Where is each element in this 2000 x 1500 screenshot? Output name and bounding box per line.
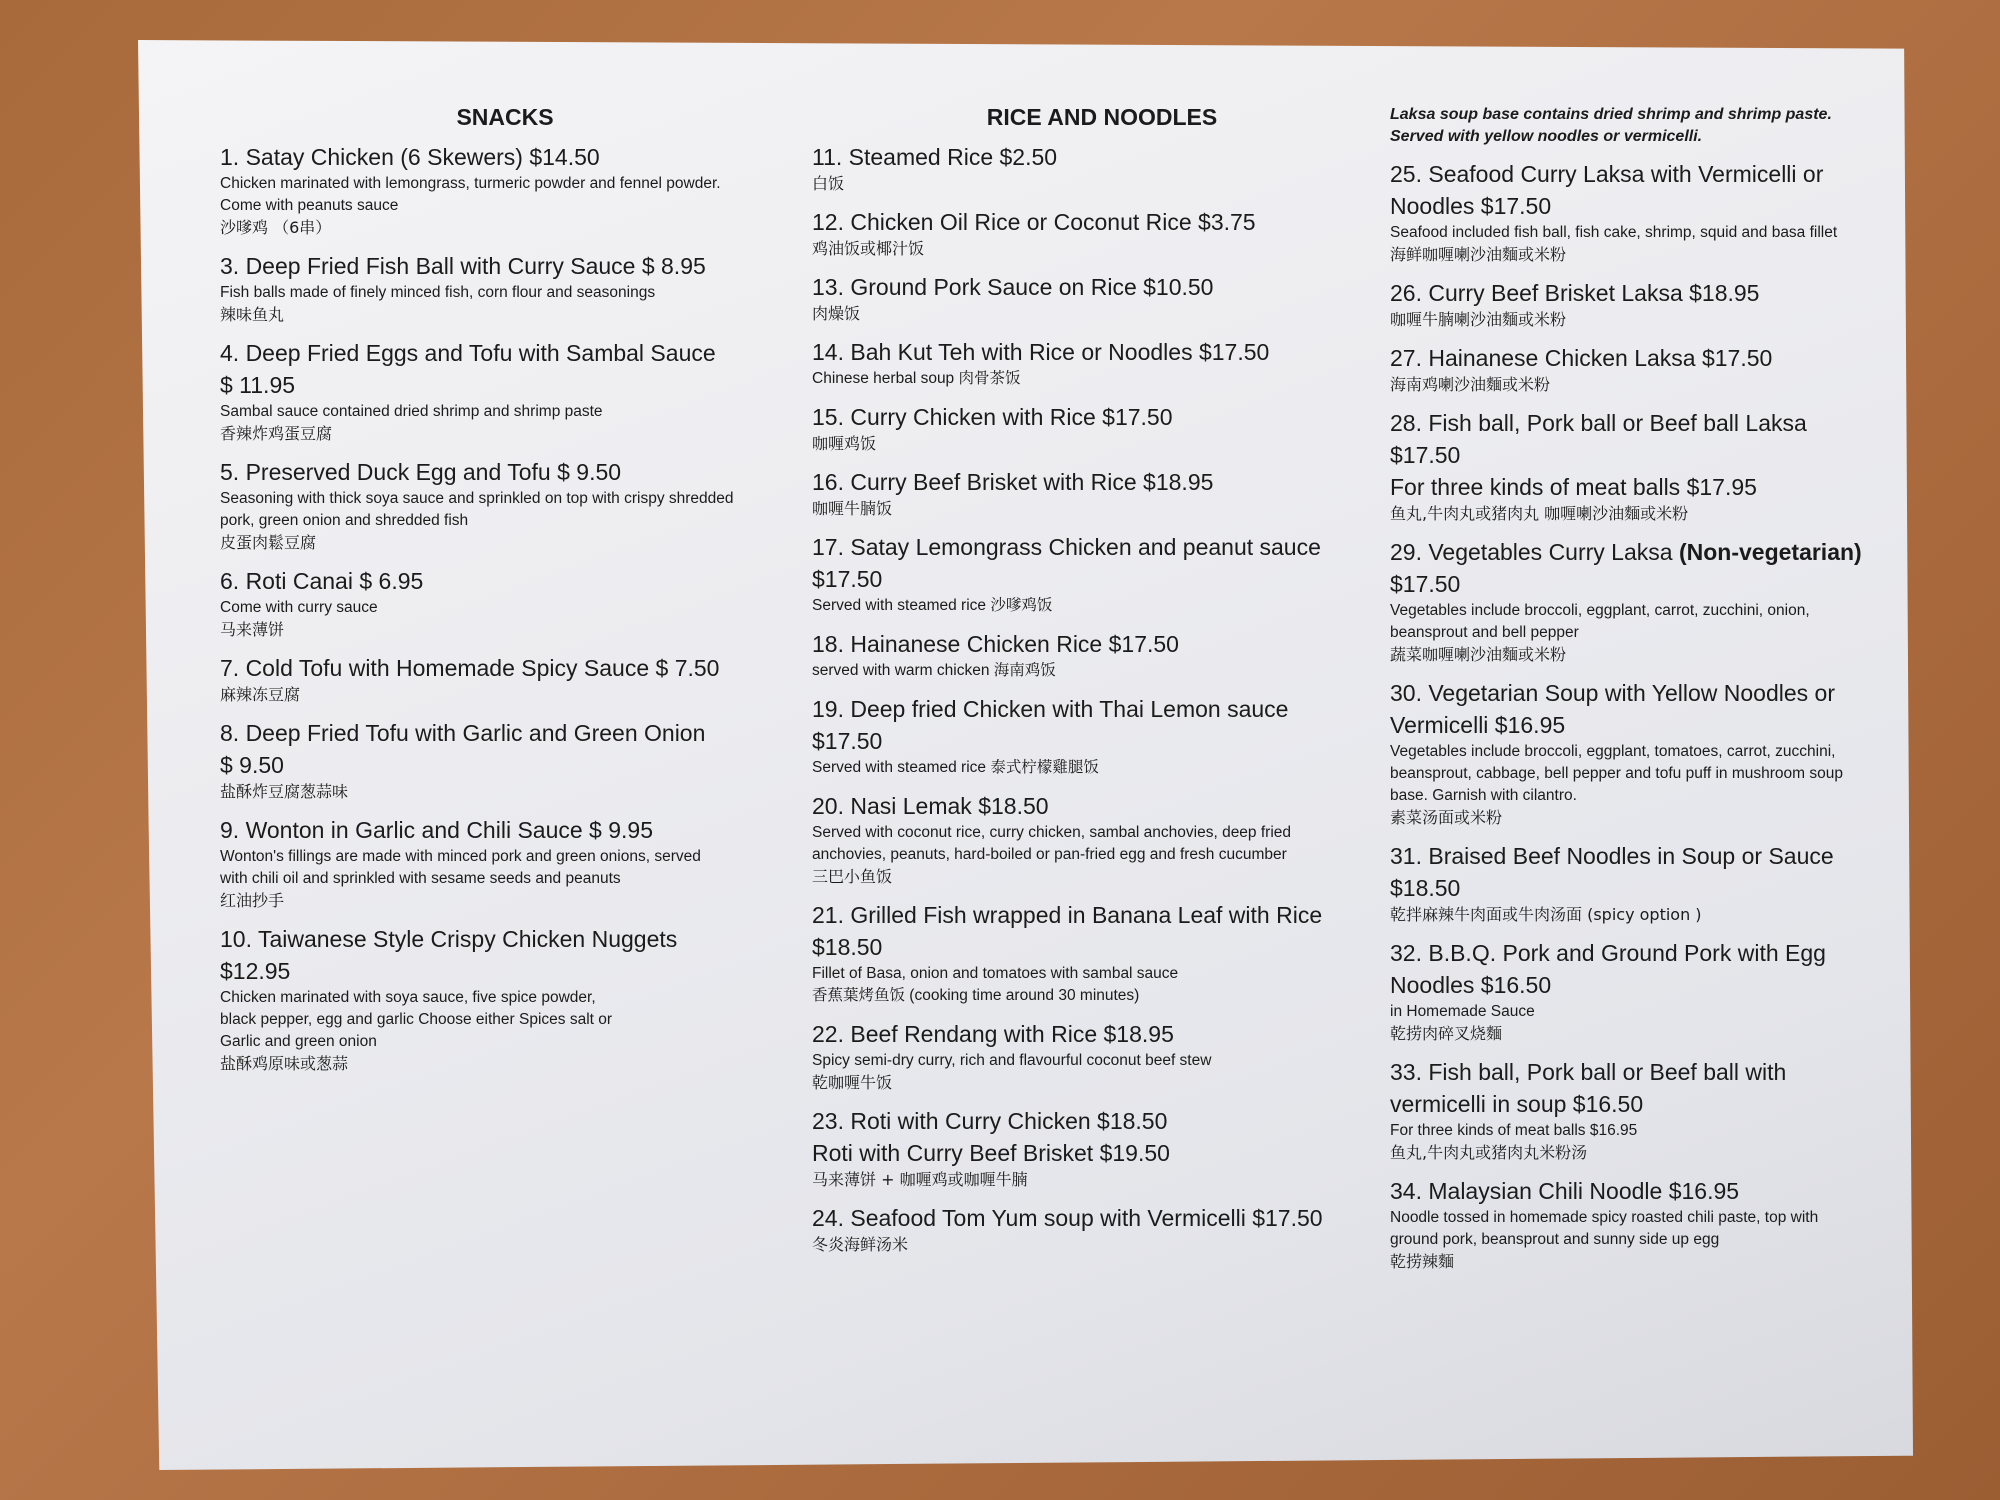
laksa-note [1390, 104, 1890, 148]
menu-item-title-line: $17.50 [1390, 442, 1461, 468]
menu-item-title [220, 141, 790, 173]
menu-item-chinese-name: 蔬菜咖喱喇沙油麵或米粉 [1390, 645, 1567, 664]
menu-item-title [812, 628, 1392, 660]
menu-item [220, 456, 790, 554]
menu-item-chinese-name: 鱼丸,牛肉丸或猪肉丸米粉汤 [1390, 1143, 1588, 1162]
menu-item-title-line: $ 11.95 [220, 372, 296, 398]
menu-item-title-line: $12.95 [220, 958, 291, 984]
menu-item-title [812, 531, 1392, 563]
menu-item-title [220, 652, 790, 684]
menu-item-title [812, 271, 1392, 303]
menu-item [812, 271, 1392, 325]
menu-item [812, 531, 1392, 617]
menu-item-chinese-name: 咖喱牛腩喇沙油麵或米粉 [1390, 310, 1567, 329]
menu-item-title [1390, 407, 1890, 439]
menu-item-description: beansprout, cabbage, bell pepper and tofu puff in mushroom soup [1390, 765, 1843, 782]
menu-item-title [220, 250, 790, 282]
menu-item-title-bold: (Non-vegetarian) [1678, 539, 1862, 565]
menu-item-description: ground pork, beansprout and sunny side up egg [1390, 1231, 1720, 1248]
menu-item-title-text: 27. Hainanese Chicken Laksa $17.50 [1390, 345, 1773, 371]
menu-item-chinese-name: 沙嗲鸡 （6串） [220, 218, 332, 237]
menu-item-description: Vegetables include broccoli, eggplant, tomatoes, carrot, zucchini, [1390, 743, 1836, 760]
menu-item [1390, 937, 1890, 1045]
snacks-heading: SNACKS [456, 104, 554, 130]
menu-item-title-line: $17.50 [1390, 571, 1461, 597]
menu-item-title [220, 923, 790, 955]
menu-item-title-text: 5. Preserved Duck Egg and Tofu $ 9.50 [220, 459, 622, 485]
menu-item-title-text: 4. Deep Fried Eggs and Tofu with Sambal Sauce [220, 340, 716, 366]
menu-item-title-line: $18.50 [1390, 875, 1461, 901]
menu-item [812, 401, 1392, 455]
menu-item-title-line: Noodles $17.50 [1390, 193, 1552, 219]
menu-item-title-text: 13. Ground Pork Sauce on Rice $10.50 [812, 274, 1214, 300]
menu-item-description: 香蕉葉烤鱼饭 (cooking time around 30 minutes) [812, 987, 1140, 1004]
menu-item-chinese-name: 鱼丸,牛肉丸或猪肉丸 咖喱喇沙油麵或米粉 [1390, 504, 1689, 523]
menu-item-chinese-name: 乾捞辣麵 [1390, 1252, 1455, 1271]
menu-item-chinese-name: 冬炎海鲜汤米 [812, 1235, 909, 1254]
menu-item-title [812, 1018, 1392, 1050]
menu-item-description: Seasoning with thick soya sauce and sprinkled on top with crispy shredded [220, 490, 734, 507]
menu-item-title [812, 1105, 1392, 1137]
menu-item-title-text: 25. Seafood Curry Laksa with Vermicelli or [1390, 161, 1824, 187]
menu-item [812, 141, 1392, 195]
menu-item [1390, 1056, 1890, 1164]
menu-item-title-text: 3. Deep Fried Fish Ball with Curry Sauce $ 8.95 [220, 253, 706, 279]
menu-item-description: Come with peanuts sauce [220, 197, 399, 214]
menu-item [812, 466, 1392, 520]
menu-item-description: Served with coconut rice, curry chicken, sambal anchovies, deep fried [812, 824, 1292, 841]
menu-item [1390, 407, 1890, 525]
menu-item-description: Chinese herbal soup 肉骨茶饭 [812, 370, 1021, 387]
menu-item-title-line: $17.50 [812, 728, 883, 754]
menu-item-title-text: 24. Seafood Tom Yum soup with Vermicelli $17.50 [812, 1205, 1323, 1231]
menu-item-description: Chicken marinated with lemongrass, turmeric powder and fennel powder. [220, 175, 721, 192]
menu-item-description: served with warm chicken 海南鸡饭 [812, 662, 1056, 679]
menu-item-description: black pepper, egg and garlic Choose either Spices salt or [220, 1011, 613, 1028]
menu-item-description: Come with curry sauce [220, 599, 378, 616]
menu-item-title-text: 11. Steamed Rice $2.50 [812, 144, 1058, 170]
menu-item [1390, 840, 1890, 926]
menu-item-description: Chicken marinated with soya sauce, five spice powder, [220, 989, 596, 1006]
menu-item-chinese-name: 肉燥饭 [812, 304, 861, 323]
menu-item [220, 923, 790, 1075]
menu-item-title [1390, 342, 1890, 374]
menu-item [812, 693, 1392, 779]
menu-item-title-text: 8. Deep Fried Tofu with Garlic and Green Onion [220, 720, 706, 746]
menu-item-description: anchovies, peanuts, hard-boiled or pan-fried egg and fresh cucumber [812, 846, 1287, 863]
menu-item-title [812, 141, 1392, 173]
menu-item-chinese-name: 马来薄饼 + 咖喱鸡或咖喱牛腩 [812, 1170, 1028, 1189]
menu-item-title-text: 31. Braised Beef Noodles in Soup or Sauce [1390, 843, 1834, 869]
menu-item-chinese-name: 香辣炸鸡蛋豆腐 [220, 424, 333, 443]
menu-item-title-text: 21. Grilled Fish wrapped in Banana Leaf with Rice [812, 902, 1323, 928]
menu-item-title [812, 336, 1392, 368]
menu-item [812, 790, 1392, 888]
menu-item [1390, 1175, 1890, 1273]
menu-item [220, 814, 790, 912]
menu-item-description: Noodle tossed in homemade spicy roasted chili paste, top with [1390, 1209, 1819, 1226]
menu-item-description: Seafood included fish ball, fish cake, shrimp, squid and basa fillet [1390, 224, 1838, 241]
menu-item [1390, 536, 1890, 666]
menu-item-chinese-name: 咖喱牛腩饭 [812, 499, 893, 518]
menu-item-chinese-name: 海南鸡喇沙油麵或米粉 [1390, 375, 1551, 394]
menu-item-chinese-name: 白饭 [812, 174, 845, 193]
menu-item [220, 337, 790, 445]
menu-item-title [812, 899, 1392, 931]
menu-item-title [812, 206, 1392, 238]
menu-item-chinese-name: 乾拌麻辣牛肉面或牛肉汤面 (spicy option ) [1390, 905, 1702, 924]
menu-item-title-line: vermicelli in soup $16.50 [1390, 1091, 1644, 1117]
menu-item-title [220, 337, 790, 369]
menu-item-title-text: 1. Satay Chicken (6 Skewers) $14.50 [220, 144, 600, 170]
menu-item-title-line: $ 9.50 [220, 752, 284, 778]
menu-item-title [1390, 1175, 1890, 1207]
menu-item-title-line: $18.50 [812, 934, 883, 960]
menu-item-title [812, 466, 1392, 498]
menu-item-description: base. Garnish with cilantro. [1390, 787, 1577, 804]
menu-item-description: Sambal sauce contained dried shrimp and shrimp paste [220, 403, 603, 420]
menu-item-title [220, 717, 790, 749]
menu-item [812, 1018, 1392, 1094]
menu-item-title-text: 26. Curry Beef Brisket Laksa $18.95 [1390, 280, 1760, 306]
menu-item [812, 336, 1392, 390]
menu-item-chinese-name: 三巴小鱼饭 [812, 867, 893, 886]
menu-item-title [220, 456, 790, 488]
menu-item-chinese-name: 辣味鱼丸 [220, 305, 285, 324]
menu-item-title [220, 565, 790, 597]
menu-item-description: Fillet of Basa, onion and tomatoes with sambal sauce [812, 965, 1179, 982]
menu-item-title-text: 22. Beef Rendang with Rice $18.95 [812, 1021, 1174, 1047]
menu-item-title-text: 18. Hainanese Chicken Rice $17.50 [812, 631, 1179, 657]
menu-item [1390, 342, 1890, 396]
menu-item-chinese-name: 鸡油饭或椰汁饭 [812, 239, 925, 258]
menu-item-chinese-name: 盐酥炸豆腐葱蒜味 [220, 782, 349, 801]
menu-item [1390, 158, 1890, 266]
menu-item-title [812, 401, 1392, 433]
menu-item-title-text: 15. Curry Chicken with Rice $17.50 [812, 404, 1173, 430]
menu-item-description: with chili oil and sprinkled with sesame seeds and peanuts [220, 870, 621, 887]
menu-item-description: Served with steamed rice 泰式柠檬雞腿饭 [812, 759, 1099, 776]
rice-noodles-heading: RICE AND NOODLES [986, 104, 1218, 130]
menu-item-title-text: 12. Chicken Oil Rice or Coconut Rice $3.75 [812, 209, 1256, 235]
menu-item-chinese-name: 皮蛋肉鬆豆腐 [220, 533, 317, 552]
menu-item [220, 250, 790, 326]
laksa-note-line1: Laksa soup base contains dried shrimp and shrimp paste. [1390, 106, 1832, 123]
menu-item-chinese-name: 咖喱鸡饭 [812, 434, 877, 453]
snacks-column [220, 104, 790, 1086]
menu-item [1390, 677, 1890, 829]
menu-item-title-text: 10. Taiwanese Style Crispy Chicken Nuggets [220, 926, 678, 952]
menu-item-description: For three kinds of meat balls $16.95 [1390, 1122, 1638, 1139]
menu-item-title [1390, 158, 1890, 190]
rice-noodles-list [812, 141, 1392, 1256]
menu-item [220, 717, 790, 803]
menu-item-title-text: 9. Wonton in Garlic and Chili Sauce $ 9.95 [220, 817, 653, 843]
menu-item-description: Served with steamed rice 沙嗲鸡饭 [812, 597, 1053, 614]
menu-item-title-line: Vermicelli $16.95 [1390, 712, 1566, 738]
menu-item [812, 899, 1392, 1007]
menu-item-title [1390, 277, 1890, 309]
menu-item-title-text: 34. Malaysian Chili Noodle $16.95 [1390, 1178, 1740, 1204]
menu-item-title-text: 17. Satay Lemongrass Chicken and peanut sauce [812, 534, 1321, 560]
menu-item [220, 141, 790, 239]
menu-item-title [1390, 937, 1890, 969]
menu-item-title [220, 814, 790, 846]
menu-item [220, 652, 790, 706]
menu-item [812, 1202, 1392, 1256]
menu-item-title [812, 693, 1392, 725]
menu-item-title-text: 33. Fish ball, Pork ball or Beef ball with [1390, 1059, 1787, 1085]
menu-item [812, 206, 1392, 260]
menu-item-title-text: 23. Roti with Curry Chicken $18.50 [812, 1108, 1168, 1134]
menu-item-description: Vegetables include broccoli, eggplant, carrot, zucchini, onion, [1390, 602, 1810, 619]
menu-item-title-text: 20. Nasi Lemak $18.50 [812, 793, 1049, 819]
menu-item-title [812, 1202, 1392, 1234]
menu-item-title-text: 28. Fish ball, Pork ball or Beef ball Laksa [1390, 410, 1807, 436]
menu-item [812, 1105, 1392, 1191]
menu-item-description: Wonton's fillings are made with minced pork and green onions, served [220, 848, 701, 865]
menu-item-title-line: For three kinds of meat balls $17.95 [1390, 474, 1757, 500]
menu-item-title-text: 30. Vegetarian Soup with Yellow Noodles or [1390, 680, 1835, 706]
menu-item-description: Garlic and green onion [220, 1033, 377, 1050]
menu-item-title [1390, 677, 1890, 709]
laksa-list [1390, 158, 1890, 1273]
menu-item-chinese-name: 盐酥鸡原味或葱蒜 [220, 1054, 349, 1073]
menu-item-title-line: Roti with Curry Beef Brisket $19.50 [812, 1140, 1170, 1166]
menu-item-description: Spicy semi-dry curry, rich and flavourful coconut beef stew [812, 1052, 1212, 1069]
menu-item-title [812, 790, 1392, 822]
menu-item-chinese-name: 海鲜咖喱喇沙油麵或米粉 [1390, 245, 1567, 264]
menu-item-title-text: 29. Vegetables Curry Laksa [1390, 539, 1679, 565]
menu-item [220, 565, 790, 641]
menu-item-chinese-name: 麻辣冻豆腐 [220, 685, 301, 704]
menu-item-title-text: 7. Cold Tofu with Homemade Spicy Sauce $ 7.50 [220, 655, 720, 681]
rice-noodles-column [812, 104, 1392, 1267]
menu-item-chinese-name: 乾咖喱牛饭 [812, 1073, 893, 1092]
menu-item-chinese-name: 红油抄手 [220, 891, 285, 910]
menu-item-title-text: 32. B.B.Q. Pork and Ground Pork with Egg [1390, 940, 1826, 966]
menu-item-title-text: 6. Roti Canai $ 6.95 [220, 568, 424, 594]
laksa-note-line2: Served with yellow noodles or vermicelli. [1390, 128, 1703, 145]
menu-item-title-text: 14. Bah Kut Teh with Rice or Noodles $17.50 [812, 339, 1270, 365]
menu-item-chinese-name: 乾捞肉碎叉烧麵 [1390, 1024, 1503, 1043]
menu-item-title-text: 16. Curry Beef Brisket with Rice $18.95 [812, 469, 1214, 495]
menu-item-title-text: 19. Deep fried Chicken with Thai Lemon sauce [812, 696, 1289, 722]
menu-item [1390, 277, 1890, 331]
menu-item [812, 628, 1392, 682]
snacks-list [220, 141, 790, 1075]
menu-item-description: pork, green onion and shredded fish [220, 512, 469, 529]
menu-item-title-line: $17.50 [812, 566, 883, 592]
menu-item-title [1390, 840, 1890, 872]
menu-item-title [1390, 536, 1890, 568]
menu-item-chinese-name: 马来薄饼 [220, 620, 285, 639]
menu-item-chinese-name: 素菜汤面或米粉 [1390, 808, 1503, 827]
menu-item-title-line: Noodles $16.50 [1390, 972, 1552, 998]
menu-item-description: beansprout and bell pepper [1390, 624, 1579, 641]
menu-item-description: in Homemade Sauce [1390, 1003, 1535, 1020]
laksa-column [1390, 104, 1890, 1284]
menu-item-description: Fish balls made of finely minced fish, corn flour and seasonings [220, 284, 656, 301]
menu-item-title [1390, 1056, 1890, 1088]
